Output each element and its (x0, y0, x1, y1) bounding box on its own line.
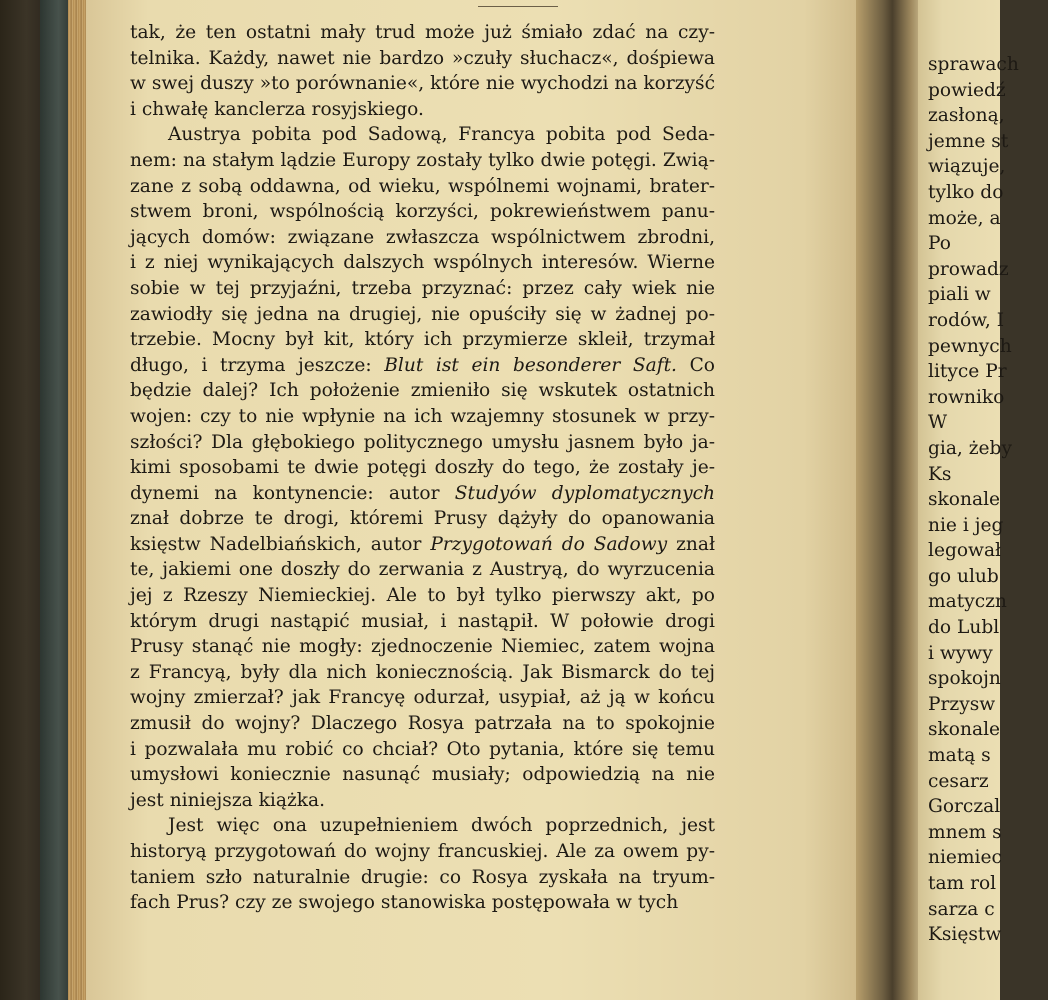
text-line: i chwałę kanclerza rosyjskiego. (130, 98, 424, 120)
text-line: i pozwalała mu robić co chciał? Oto pytania, które się temu (130, 738, 715, 760)
text-line: taniem szło naturalnie drugie: co Rosya zyskała na tryum- (130, 866, 715, 888)
text-line: księstw Nadelbiańskich, autor Przygotowań do Sadowy znał (130, 533, 715, 555)
text-line: umysłowi koniecznie nasunąć musiały; odpowiedzią na nie (130, 764, 715, 786)
text-line: spokojn (928, 668, 1001, 690)
text-line: sobie w tej przyjaźni, trzeba przyznać: przez cały wiek nie (130, 277, 715, 299)
text-line: zasłoną, (928, 105, 1005, 127)
text-line: skonale (928, 489, 1001, 511)
text-line: tylko do (928, 181, 1004, 203)
text-line: zane z sobą oddawna, od wieku, wspólnemi wojnami, brater- (130, 175, 715, 197)
text-line: Ks (928, 463, 952, 485)
text-line: zmusił do wojny? Dlaczego Rosya patrzała na to spokojnie (130, 713, 715, 735)
paragraph (130, 813, 715, 915)
text-line: piali w (928, 284, 991, 306)
text-line: jemne st (928, 130, 1009, 152)
text-line: historyą przygotowań do wojny francuskiej. Ale za owem py- (130, 841, 715, 862)
text-line: jących domów: związane zwłaszcza wspólnictwem zbrodni, (130, 226, 715, 248)
text-line: skonale (928, 719, 1001, 741)
paragraph (130, 122, 715, 813)
text-line: telnika. Każdy, nawet nie bardzo »czuły słuchacz«, dośpiewa (130, 47, 715, 69)
right-page-text (928, 52, 1048, 948)
text-line: wiązuje, (928, 156, 1006, 178)
text-line: gia, żeby (928, 437, 1012, 459)
text-line: rodów, I (928, 309, 1005, 331)
text-line: go ulub (928, 565, 999, 587)
text-line: tam rol (928, 873, 997, 894)
text-line: dynemi na kontynencie: autor Studyów dyplomatycznych (130, 482, 715, 504)
text-line: Austrya pobita pod Sadową, Francya pobita pod Seda- (168, 124, 715, 146)
text-line: i wywy (928, 642, 993, 664)
text-line: i z niej wynikających dalszych wspólnych interesów. Wierne (130, 252, 715, 274)
text-line: jej z Rzeszy Niemieckiej. Ale to był tylko pierwszy akt, po (130, 585, 715, 607)
text-line: Gorczal (928, 796, 1001, 818)
text-line: prowadz (928, 258, 1009, 280)
text-line: zawiodły się jedna na drugiej, nie opuściły się w żadnej po- (130, 303, 715, 325)
text-line: wojen: czy to nie wpłynie na ich wzajemny stosunek w przy- (130, 405, 715, 427)
text-line: te, jakiemi one doszły do zerwania z Austryą, do wyrzucenia (130, 559, 715, 581)
text-line: w swej duszy »to porównanie«, które nie wychodzi na korzyść (130, 73, 715, 95)
text-line: powiedź (928, 79, 1006, 101)
text-line: znał dobrze te drogi, któremi Prusy dążyły do opanowania (130, 508, 715, 530)
book-gutter (856, 0, 926, 1000)
text-line: mnem s (928, 821, 1002, 843)
left-page-text (130, 20, 715, 916)
text-line: sprawach (928, 54, 1019, 75)
text-line: cesarz (928, 770, 989, 792)
text-line: lityce Pr (928, 361, 1007, 383)
text-line: matyczn (928, 591, 1007, 613)
text-line: wojny zmierzał? jak Francyę odurzał, usypiał, aż ją w końcu (130, 687, 715, 709)
text-line: niemiec (928, 847, 1002, 869)
text-line: fach Prus? czy ze swojego stanowiska postępowała w tych (130, 892, 679, 914)
book-spine (0, 0, 44, 1000)
text-line: którym drugi nastąpić musiał, i nastąpił. W połowie drogi (130, 610, 715, 632)
text-line: Prusy stanąć nie mogły: zjednoczenie Niemiec, zatem wojna (130, 636, 715, 658)
text-line: jest niniejsza kiążka. (130, 789, 325, 811)
text-line: stwem broni, wspólnością korzyści, pokrewieństwem panu- (130, 201, 715, 223)
text-line: tak, że ten ostatni mały trud może już śmiało zdać na czy- (130, 22, 715, 43)
text-line: sarza c (928, 898, 995, 920)
text-line: Przysw (928, 693, 996, 715)
text-line: może, a (928, 207, 1001, 229)
right-page (918, 0, 1019, 1000)
text-line: Po (928, 233, 951, 255)
text-line: Jest więc ona uzupełnieniem dwóch poprzednich, jest (168, 815, 715, 837)
text-line: kimi sposobami te dwie potęgi doszły do tego, że zostały je- (130, 457, 715, 479)
text-line: rowniko (928, 386, 1005, 408)
text-line: szłości? Dla głębokiego politycznego umysłu jasnem było ja- (130, 431, 715, 453)
text-line: długo, i trzyma jeszcze: Blut ist ein besonderer Saft. Co (130, 354, 716, 376)
text-line: z Francyą, były dla nich koniecznością. Jak Bismarck do tej (130, 661, 715, 683)
text-line: Księstw (928, 924, 1002, 946)
text-line: będzie dalej? Ich położenie zmieniło się wskutek ostatnich (130, 380, 715, 402)
text-line: nie i jeg (928, 514, 1004, 536)
text-line: W (928, 412, 948, 434)
text-line: matą s (928, 745, 991, 767)
text-line: pewnych (928, 335, 1012, 357)
text-line: trzebie. Mocny był kit, który ich przymierze skleił, trzymał (130, 329, 715, 351)
header-rule (478, 6, 558, 7)
text-line: nem: na stałym lądzie Europy zostały tylko dwie potęgi. Zwią- (130, 149, 715, 171)
text-line: do Lubl (928, 617, 1000, 639)
text-line: legował (928, 540, 1002, 562)
paragraph (130, 20, 715, 122)
